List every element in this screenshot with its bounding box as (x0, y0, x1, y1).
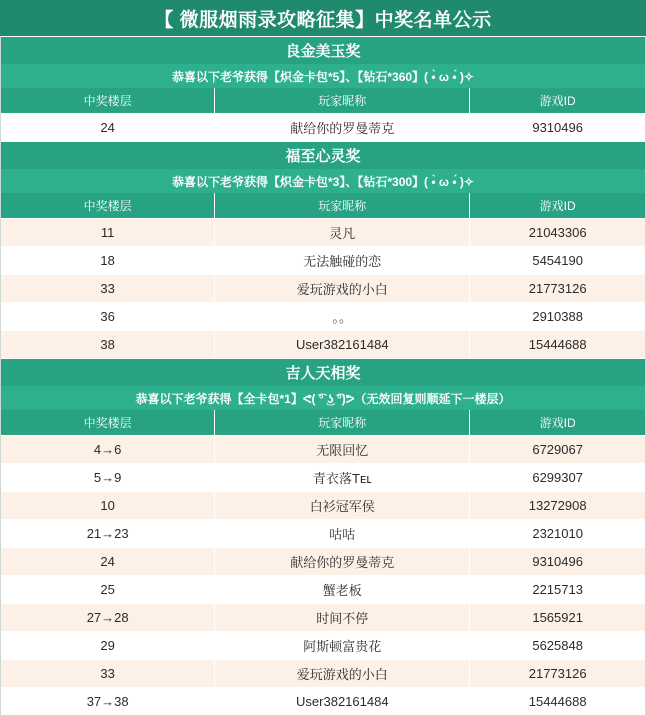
cell-floor: 24 (1, 548, 215, 576)
cell-nickname: 爱玩游戏的小白 (215, 275, 470, 303)
cell-gameid: 6729067 (470, 436, 645, 464)
table-row (1, 247, 645, 275)
section-note-2: 恭喜以下老爷获得【全卡包*1】ᕙ( ͡° ͜ʖ ͡°)ᕗ（无效回复则顺延下一楼层） (1, 386, 645, 410)
cell-floor: 25 (1, 576, 215, 604)
cell-gameid: 9310496 (470, 114, 645, 142)
table-row (1, 632, 645, 660)
cell-gameid: 21773126 (470, 660, 645, 688)
page-title: 【 微服烟雨录攻略征集】中奖名单公示 (0, 0, 646, 36)
table-header-row (1, 88, 645, 114)
cell-gameid: 21773126 (470, 275, 645, 303)
cell-nickname: 献给你的罗曼蒂克 (215, 548, 470, 576)
table-row (1, 219, 645, 247)
cell-floor: 36 (1, 303, 215, 331)
cell-gameid: 13272908 (470, 492, 645, 520)
table-row (1, 576, 645, 604)
cell-floor: 33 (1, 275, 215, 303)
col-header-nickname: 玩家昵称 (215, 88, 470, 114)
section-title-0: 良金美玉奖 (1, 36, 645, 64)
cell-nickname: 青衣落Tᴇʟ (215, 464, 470, 492)
table-row (1, 688, 645, 716)
table-row (1, 275, 645, 303)
col-header-gameid: 游戏ID (470, 193, 645, 219)
cell-floor: 38 (1, 331, 215, 359)
cell-gameid: 15444688 (470, 331, 645, 359)
table-row (1, 114, 645, 142)
cell-nickname: 灵凡 (215, 219, 470, 247)
cell-nickname: 爱玩游戏的小白 (215, 660, 470, 688)
section-title-1: 福至心灵奖 (1, 141, 645, 169)
cell-floor: 10 (1, 492, 215, 520)
cell-nickname: 。。 (215, 303, 470, 331)
cell-floor: 37→38 (1, 688, 215, 716)
cell-nickname: 阿斯顿富贵花 (215, 632, 470, 660)
cell-floor: 18 (1, 247, 215, 275)
cell-floor: 11 (1, 219, 215, 247)
cell-nickname: 无法触碰的恋 (215, 247, 470, 275)
cell-gameid: 1565921 (470, 604, 645, 632)
table-row (1, 548, 645, 576)
cell-floor: 5→9 (1, 464, 215, 492)
cell-nickname: 无限回忆 (215, 436, 470, 464)
table-row (1, 660, 645, 688)
award-sections (0, 36, 646, 716)
col-header-nickname: 玩家昵称 (215, 410, 470, 436)
cell-nickname: 蟹老板 (215, 576, 470, 604)
cell-nickname: 献给你的罗曼蒂克 (215, 114, 470, 142)
award-table-1 (1, 193, 645, 358)
col-header-gameid: 游戏ID (470, 88, 645, 114)
table-header-row (1, 193, 645, 219)
cell-floor: 29 (1, 632, 215, 660)
section-note-0: 恭喜以下老爷获得【炽金卡包*5】、【钻石*360】( •̀ ω •́ )✧ (1, 64, 645, 88)
cell-floor: 27→28 (1, 604, 215, 632)
section-title-2: 吉人天相奖 (1, 358, 645, 386)
cell-nickname: 白衫冠军侯 (215, 492, 470, 520)
table-row (1, 464, 645, 492)
col-header-floor: 中奖楼层 (1, 88, 215, 114)
table-row (1, 520, 645, 548)
col-header-gameid: 游戏ID (470, 410, 645, 436)
col-header-nickname: 玩家昵称 (215, 193, 470, 219)
cell-gameid: 9310496 (470, 548, 645, 576)
cell-gameid: 21043306 (470, 219, 645, 247)
award-table-0 (1, 88, 645, 141)
cell-gameid: 6299307 (470, 464, 645, 492)
cell-nickname: 时间不停 (215, 604, 470, 632)
table-row (1, 436, 645, 464)
col-header-floor: 中奖楼层 (1, 410, 215, 436)
cell-floor: 24 (1, 114, 215, 142)
cell-gameid: 5454190 (470, 247, 645, 275)
cell-nickname: 咕咕 (215, 520, 470, 548)
cell-nickname: User382161484 (215, 331, 470, 359)
table-header-row (1, 410, 645, 436)
table-row (1, 492, 645, 520)
cell-floor: 33 (1, 660, 215, 688)
table-row (1, 303, 645, 331)
cell-nickname: User382161484 (215, 688, 470, 716)
cell-floor: 21→23 (1, 520, 215, 548)
table-row (1, 604, 645, 632)
col-header-floor: 中奖楼层 (1, 193, 215, 219)
table-row (1, 331, 645, 359)
cell-gameid: 5625848 (470, 632, 645, 660)
cell-floor: 4→6 (1, 436, 215, 464)
cell-gameid: 2215713 (470, 576, 645, 604)
cell-gameid: 2910388 (470, 303, 645, 331)
section-note-1: 恭喜以下老爷获得【炽金卡包*3】、【钻石*300】( •̀ ω •́ )✧ (1, 169, 645, 193)
cell-gameid: 2321010 (470, 520, 645, 548)
cell-gameid: 15444688 (470, 688, 645, 716)
award-table-2 (1, 410, 645, 715)
